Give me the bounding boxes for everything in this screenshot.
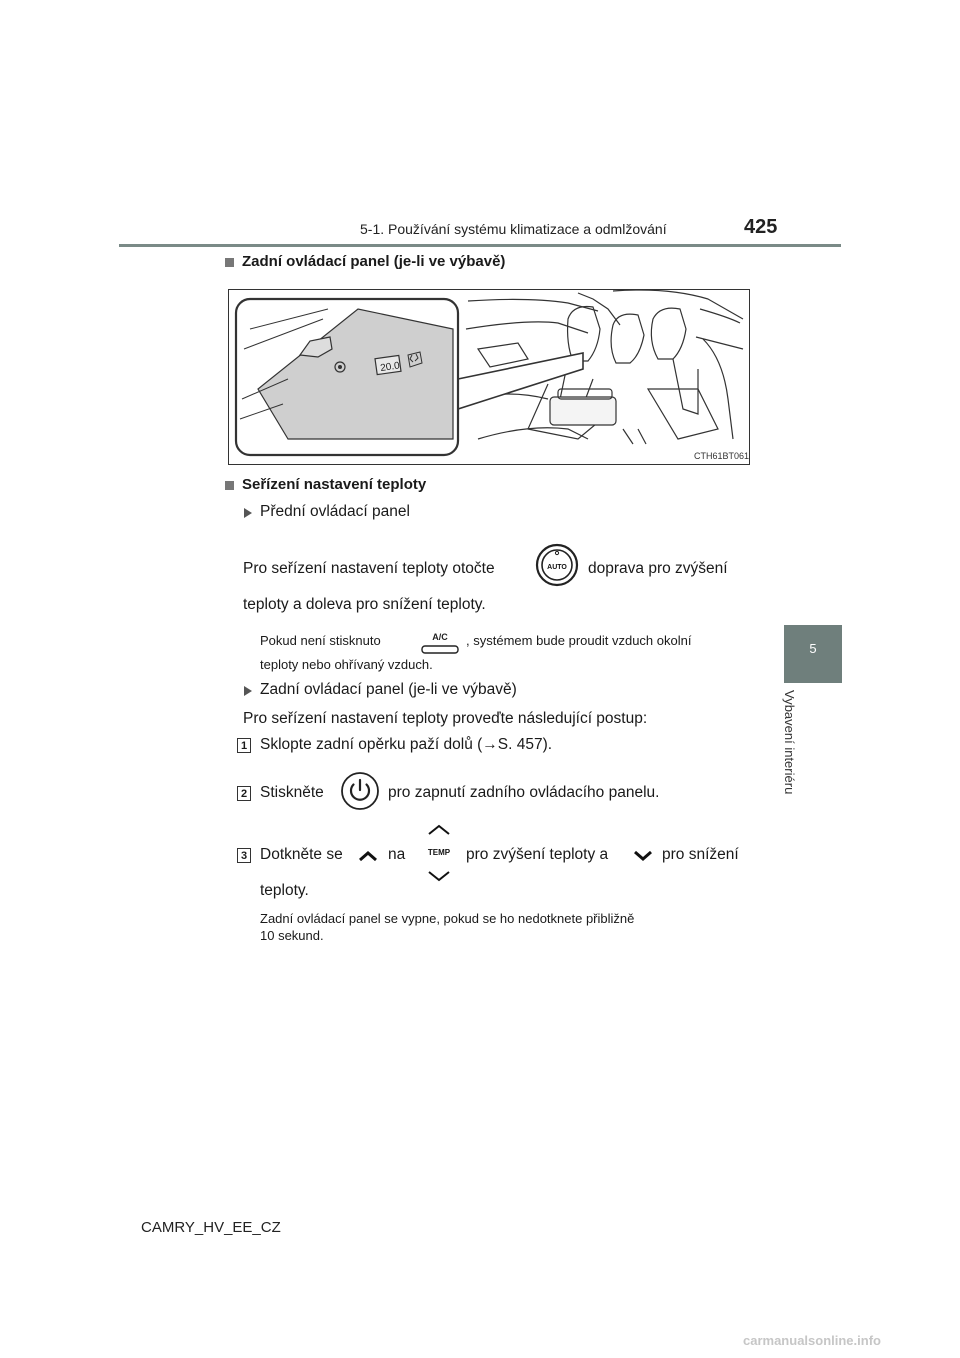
section-heading-rear-panel: Zadní ovládací panel (je-li ve výbavě) bbox=[242, 253, 506, 270]
temp-label: TEMP bbox=[427, 848, 451, 857]
front-text-before: Pro seřízení nastavení teploty otočte bbox=[243, 560, 495, 577]
step-3-text-a: Dotkněte se bbox=[260, 846, 343, 863]
ac-label: A/C bbox=[432, 632, 448, 642]
page-number: 425 bbox=[744, 216, 778, 238]
rear-note-line1: Zadní ovládací panel se vypne, pokud se ho nedotknete přibližně bbox=[260, 911, 635, 926]
illustration-code: CTH61BT061 bbox=[694, 451, 750, 461]
illustration-rear-seat bbox=[228, 289, 750, 465]
step-3-text-b: na bbox=[388, 846, 406, 863]
watermark: carmanualsonline.info bbox=[743, 1333, 881, 1348]
chevron-down-icon bbox=[632, 849, 654, 861]
rear-display-readout: 20.0 bbox=[379, 360, 401, 375]
step-number-box: 2 bbox=[237, 786, 251, 801]
note-line2: teploty nebo ohřívaný vzduch. bbox=[260, 657, 433, 672]
step-3-text-c: pro zvýšení teploty a bbox=[466, 846, 609, 863]
auto-knob-label: AUTO bbox=[547, 564, 567, 571]
model-code: CAMRY_HV_EE_CZ bbox=[141, 1219, 281, 1236]
subheading-front-panel: Přední ovládací panel bbox=[260, 503, 410, 520]
chapter-label: Vybavení interiéru bbox=[782, 690, 797, 795]
note-before: Pokud není stisknuto bbox=[260, 633, 381, 648]
section-heading-temperature: Seřízení nastavení teploty bbox=[242, 476, 427, 493]
step-3-text-d: pro snížení bbox=[662, 846, 739, 863]
step-2-text-before: Stiskněte bbox=[260, 784, 324, 801]
auto-knob-icon bbox=[535, 543, 579, 587]
step-3-text-line2: teploty. bbox=[260, 882, 309, 899]
subheading-rear-panel: Zadní ovládací panel (je-li ve výbavě) bbox=[260, 681, 517, 698]
header-rule bbox=[119, 244, 841, 247]
square-bullet-icon bbox=[225, 258, 234, 267]
note-after: , systémem bude proudit vzduch okolní bbox=[466, 633, 692, 648]
front-text-after: doprava pro zvýšení bbox=[588, 560, 728, 577]
power-button-icon bbox=[340, 771, 380, 811]
step-2-text-after: pro zapnutí zadního ovládacího panelu. bbox=[388, 784, 660, 801]
chevron-up-icon bbox=[357, 849, 379, 861]
ac-button-icon bbox=[418, 630, 462, 656]
front-text-line2: teploty a doleva pro snížení teploty. bbox=[243, 596, 486, 613]
section-title: 5-1. Používání systému klimatizace a odmlžování bbox=[360, 221, 667, 237]
triangle-arrow-icon bbox=[244, 686, 252, 696]
step-number-box: 3 bbox=[237, 848, 251, 863]
step-number-box: 1 bbox=[237, 738, 251, 753]
rear-note-line2: 10 sekund. bbox=[260, 928, 324, 943]
chapter-number: 5 bbox=[809, 641, 817, 656]
step-1-text: Sklopte zadní opěrku paží dolů (→S. 457). bbox=[260, 736, 553, 753]
rear-intro: Pro seřízení nastavení teploty proveďte následující postup: bbox=[243, 710, 648, 727]
square-bullet-icon bbox=[225, 481, 234, 490]
temp-control-icon bbox=[424, 822, 454, 884]
triangle-arrow-icon bbox=[244, 508, 252, 518]
